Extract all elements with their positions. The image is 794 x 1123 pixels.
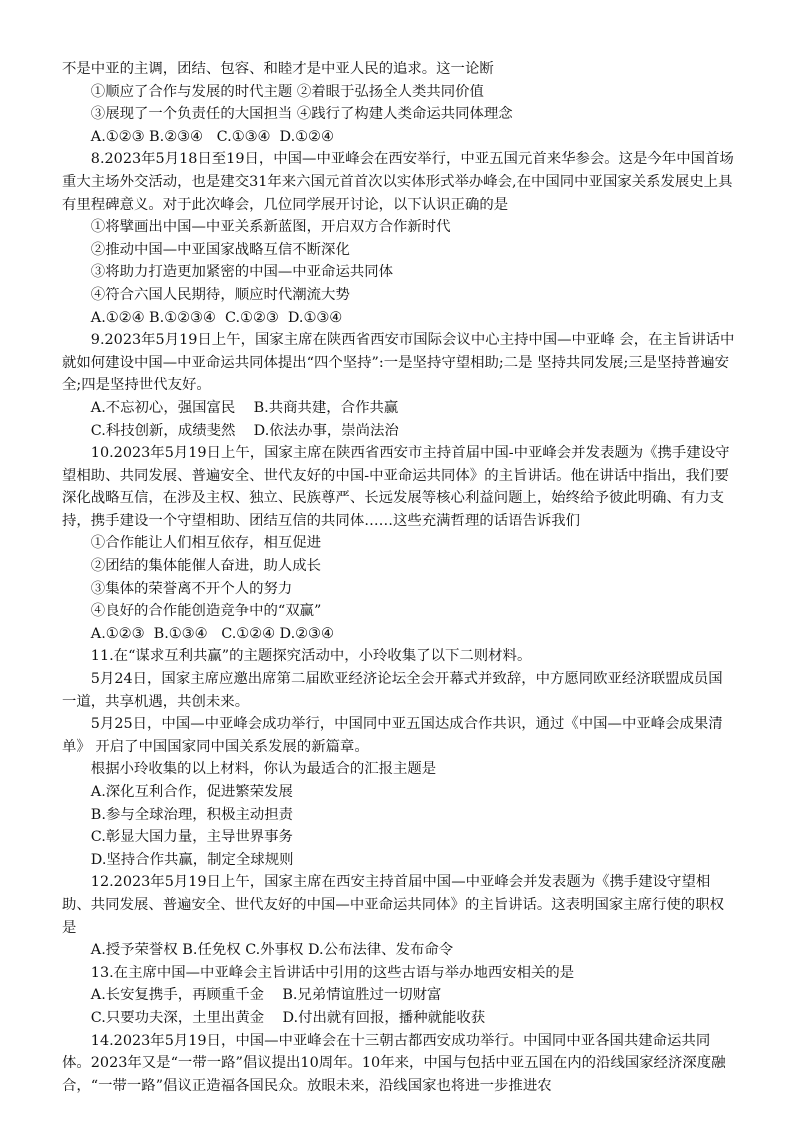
q10-item: ④良好的合作能创造竞争中的“双赢” [90, 603, 322, 620]
q10-item: ①合作能让人们相互依存，相互促进 [90, 535, 322, 552]
q14-stem: 14.2023年5月19日，中国—中亚峰会在十三朝古都西安成功举行。中国同中亚各国共建命运共同体。2023年又是“一带一路”倡议提出10周年。10年来，中国与包括中亚五国在内的沿线国家经济深度融合，“一带一路”倡议正造福各国民众。放眼未来，沿线国家也将进一步推进农 [62, 1032, 726, 1094]
q8-item: ①将擘画出中国—中亚关系新蓝图，开启双方合作新时代 [90, 219, 451, 236]
q10-stem: 10.2023年5月19日上午，国家主席在陕西省西安市主持首届中国-中亚峰会并发表题为《携手建设守望相助、共同发展、普遍安全、世代友好的中国-中亚命运共同体》的主旨讲话。他在讲话中指出，我们要深化战略互信，在涉及主权、独立、民族尊严、长远发展等核心利益问题上，始终给予彼此明确、有力支持，携手建设一个守望相助、团结互信的共同体……这些充满哲理的话语告诉我们 [62, 445, 730, 529]
q9-option-row: C.科技创新，成绩斐然 D.依法办事，崇尚法治 [90, 422, 399, 439]
q7-choices: A.①②③ B.②③④ C.①③④ D.①②④ [90, 128, 334, 145]
q11-option: D.坚持合作共赢，制定全球规则 [90, 851, 294, 868]
q9-stem: 9.2023年5月19日上午，国家主席在陕西省西安市国际会议中心主持中国—中亚峰 会，在主旨讲话中就如何建设中国—中亚命运共同体提出“四个坚持”:一是坚持守望相助;二是 坚持共同发展;三是坚持普遍安全;四是坚持世代友好。 [62, 332, 735, 394]
q13-stem: 13.在主席中国—中亚峰会主旨讲话中引用的这些古语与举办地西安相关的是 [90, 964, 575, 981]
q12-choices: A.授予荣誉权 B.任免权 C.外事权 D.公布法律、发布命令 [90, 942, 454, 959]
q8-item: ③将助力打造更加紧密的中国—中亚命运共同体 [90, 264, 394, 281]
q11-option: A.深化互利合作，促进繁荣发展 [90, 784, 293, 800]
q7-stem-tail: 不是中亚的主调，团结、包容、和睦才是中亚人民的追求。这一论断 [62, 61, 494, 77]
q7-item: ③展现了一个负责任的大国担当 ④践行了构建人类命运共同体理念 [90, 106, 513, 123]
q11-material-1: 5月24日，国家主席应邀出席第二届欧亚经济论坛全会开幕式并致辞，中方愿同欧亚经济联盟成员国一道，共享机遇，共创未来。 [62, 671, 723, 710]
q11-option: C.彰显大国力量，主导世界事务 [90, 829, 293, 846]
q10-choices: A.①②③ B.①③④ C.①②④ D.②③④ [90, 625, 334, 642]
exam-page [62, 58, 737, 1097]
q7-item: ①顺应了合作与发展的时代主题 ②着眼于弘扬全人类共同价值 [90, 83, 484, 100]
q8-stem: 8.2023年5月18日至19日，中国—中亚峰会在西安举行，中亚五国元首来华参会。这是今年中国首场重大主场外交活动，也是建交31年来六国元首首次以实体形式举办峰会,在中国同中亚国家关系发展史上具有里程碑意义。对于此次峰会，几位同学展开讨论，以下认识正确的是 [62, 151, 734, 213]
q9-option-row: A.不忘初心，强国富民 B.共商共建，合作共赢 [90, 399, 399, 416]
q11-stem: 11.在“谋求互利共赢”的主题探究活动中，小玲收集了以下二则材料。 [90, 648, 532, 665]
q8-item: ④符合六国人民期待，顺应时代潮流大势 [90, 286, 350, 303]
q11-material-2: 5月25日，中国—中亚峰会成功举行，中国同中亚五国达成合作共识，通过《中国—中亚峰会成果清单》 开启了中国国家同中国关系发展的新篇章。 [62, 716, 723, 755]
q8-item: ②推动中国—中亚国家战略互信不断深化 [90, 241, 350, 258]
q11-option: B.参与全球治理，积极主动担责 [90, 806, 294, 823]
q13-option-row: A.长安复携手，再顾重千金 B.兄弟情谊胜过一切财富 [90, 987, 442, 1004]
q8-choices: A.①②④ B.①②③④ C.①②③ D.①③④ [90, 309, 343, 326]
q11-question: 根据小玲收集的以上材料，你认为最适合的汇报主题是 [90, 761, 437, 778]
q10-item: ③集体的荣誉离不开个人的努力 [90, 580, 293, 597]
q13-option-row: C.只要功夫深，土里出黄金 D.付出就有回报，播种就能收获 [90, 1009, 486, 1026]
q10-item: ②团结的集体能催人奋进，助人成长 [90, 558, 322, 575]
q12-stem: 12.2023年5月19日上午，国家主席在西安主持首届中国—中亚峰会并发表题为《携手建设守望相助、共同发展、普遍安全、世代友好的中国—中亚命运共同体》的主旨讲话。这表明国家主席行使的职权是 [62, 874, 724, 936]
